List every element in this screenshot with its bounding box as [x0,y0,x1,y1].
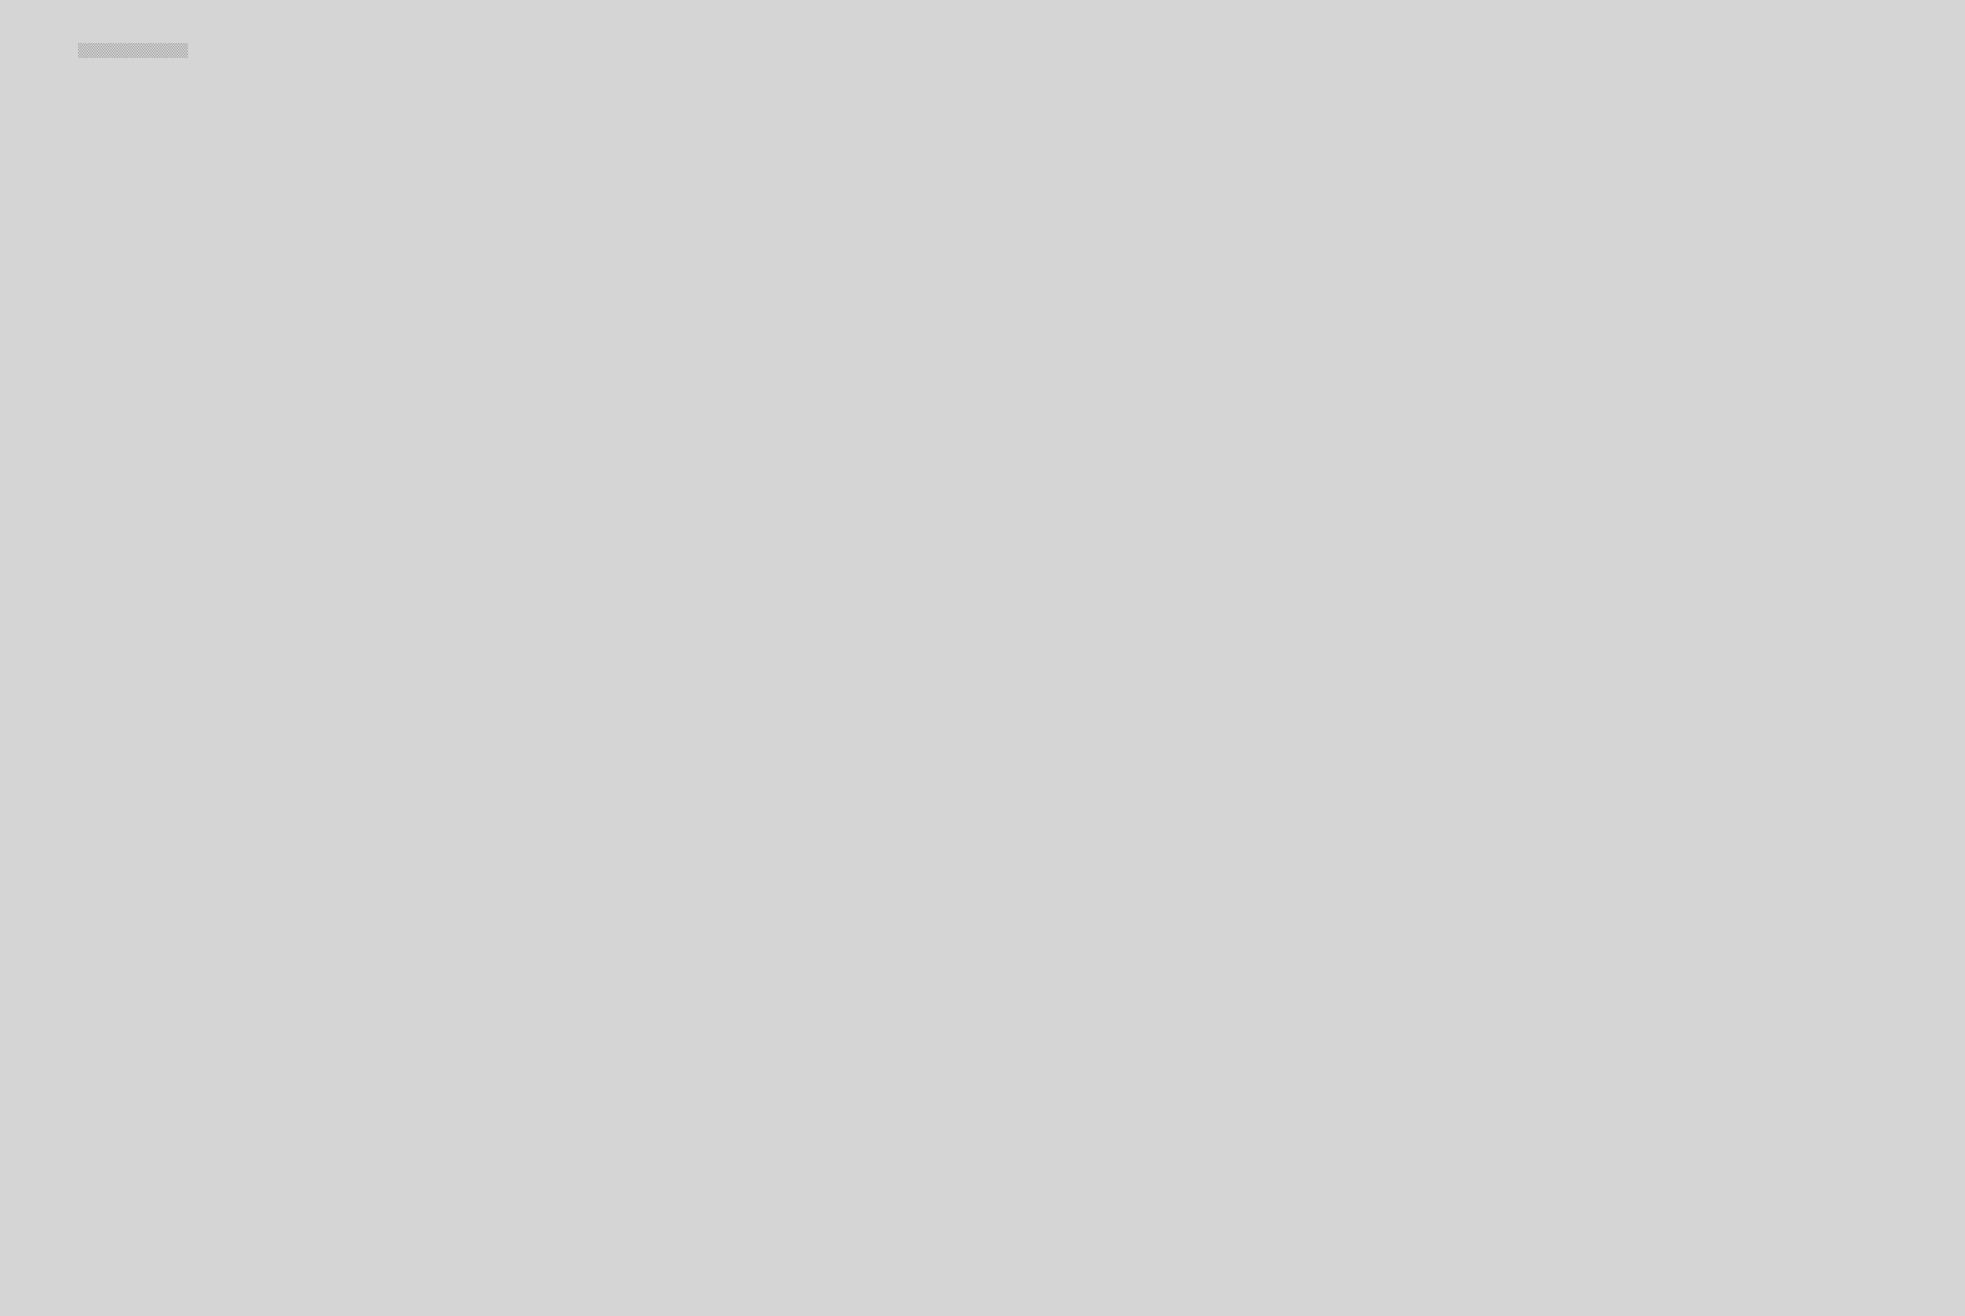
header-col-7 [648,116,838,336]
header-col-9 [1004,114,1066,334]
header-col-5 [562,166,598,386]
header-col-3 [192,126,512,346]
footer-note [540,1246,620,1268]
header-col-13 [1700,140,1804,360]
header-fornavne [350,270,510,300]
header-col-4 [514,150,558,370]
header-col-1 [64,118,140,338]
header-efternavn [198,270,318,290]
header-col-2 [140,90,190,310]
header-col-6 [602,166,640,386]
header-col-11 [1244,114,1476,334]
header-col-14 [1814,90,1918,310]
header-col-8 [848,104,962,324]
faint-stamp: ▒▒▒▒▒▒▒▒▒▒▒ [78,44,188,59]
header-col-10 [1070,102,1236,322]
header-col-12 [1492,134,1682,354]
